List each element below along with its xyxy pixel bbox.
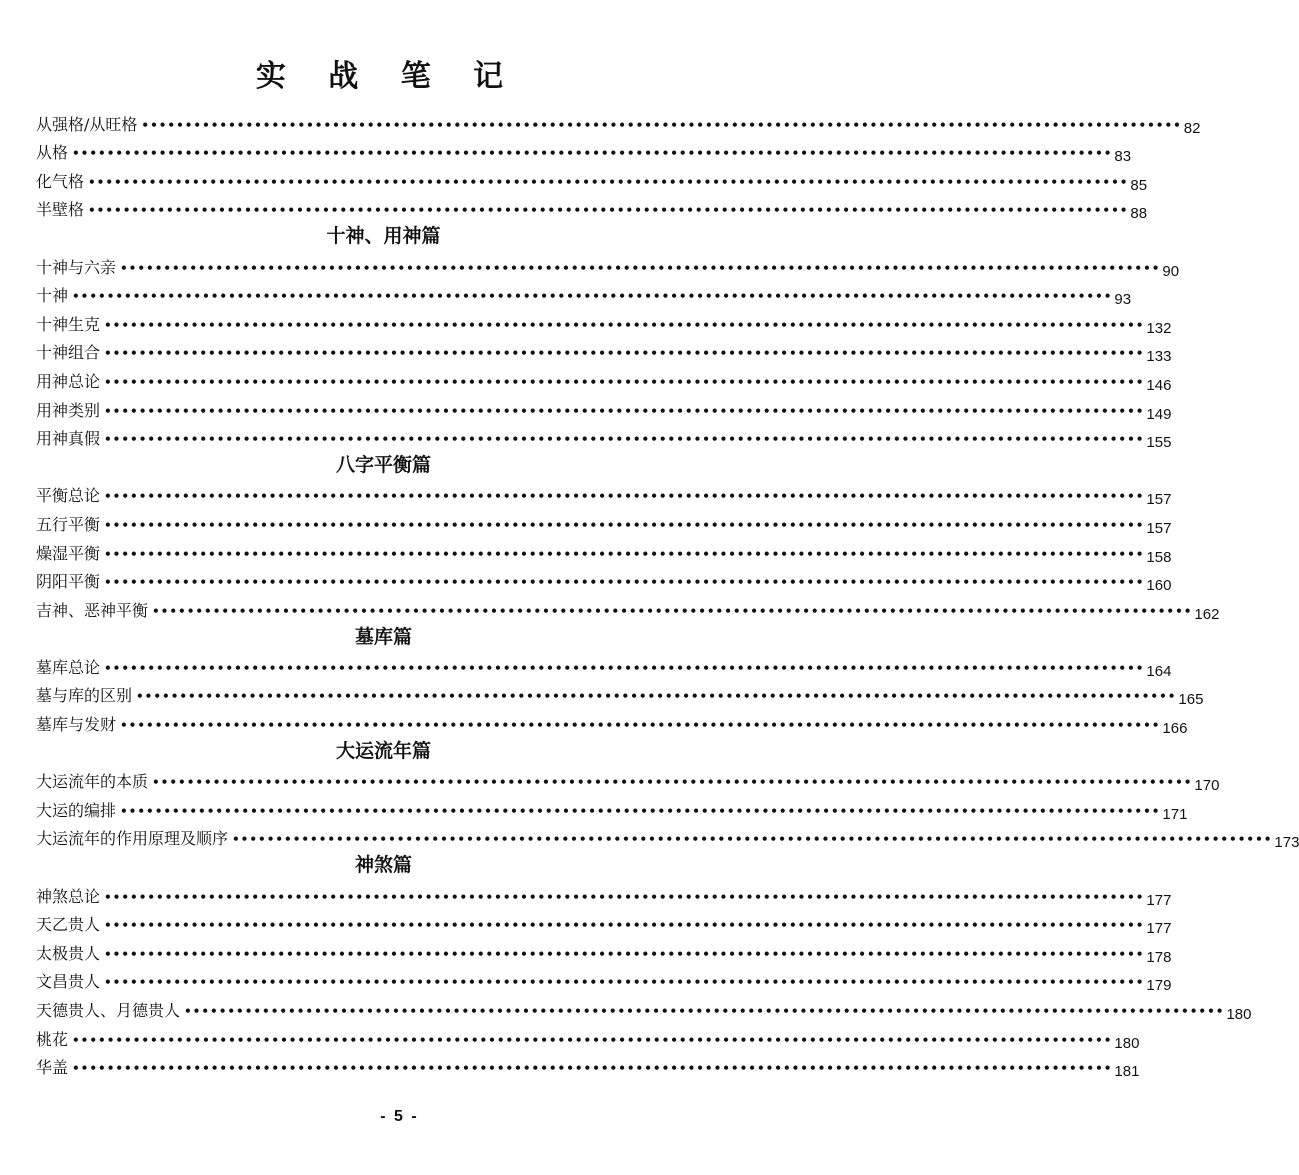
dot-leader: ••••••••••••••••••••••••••••••••••••••••••••••••••••••••••••••••••••••••••••••••••••••••••••••••••••••••••••••••••••••••	[152, 775, 1193, 790]
toc-entry-page-number: 146	[1146, 376, 1172, 394]
section-heading: 墓库篇	[354, 625, 412, 648]
toc-entry	[36, 363, 1172, 394]
toc-entry-page-number: 88	[1130, 205, 1148, 223]
toc-entry-page-number: 165	[1178, 691, 1204, 709]
toc-entry-page-number: 149	[1146, 405, 1172, 423]
toc-entry	[36, 249, 1180, 280]
dot-leader: ••••••••••••••••••••••••••••••••••••••••••••••••••••••••••••••••••••••••••••••••••••••••••••••••••••••••••••••••••••••••	[104, 889, 1145, 904]
toc-entry-page-number: 179	[1146, 977, 1172, 995]
toc-entry-label: 半壁格	[36, 200, 85, 220]
dot-leader: ••••••••••••••••••••••••••••••••••••••••••••••••••••••••••••••••••••••••••••••••••••••••••••••••••••••••••••••••••••••••	[120, 260, 1161, 275]
toc-entry-page-number: 173	[1274, 834, 1299, 852]
toc-entry-page-number: 133	[1146, 348, 1172, 366]
dot-leader: ••••••••••••••••••••••••••••••••••••••••••••••••••••••••••••••••••••••••••••••••••••••••••••••••••••••••••••••••••••••••	[72, 1061, 1113, 1076]
toc-entry-page-number: 93	[1114, 291, 1132, 309]
toc-entry-label: 用神总论	[36, 371, 101, 391]
toc-entry-label: 墓与库的区别	[36, 686, 133, 706]
toc-entry-label: 用神类别	[36, 400, 101, 420]
toc-entry	[36, 163, 1148, 194]
toc-entry	[36, 506, 1172, 537]
toc-entry-label: 大运的编排	[36, 800, 117, 820]
dot-leader: ••••••••••••••••••••••••••••••••••••••••••••••••••••••••••••••••••••••••••••••••••••••••••••••••••••••••••••••••••••••••	[104, 403, 1145, 418]
toc-entry	[36, 964, 1172, 995]
toc-list	[36, 106, 1299, 1081]
toc-entry	[36, 792, 1188, 823]
dot-leader: ••••••••••••••••••••••••••••••••••••••••••••••••••••••••••••••••••••••••••••••••••••••••••••••••••••••••••••••••••••••••	[104, 660, 1145, 675]
toc-entry-label: 化气格	[36, 171, 85, 191]
toc-entry	[36, 649, 1172, 680]
toc-entry-page-number: 82	[1183, 119, 1201, 137]
dot-leader: ••••••••••••••••••••••••••••••••••••••••••••••••••••••••••••••••••••••••••••••••••••••••••••••••••••••••••••••••••••••••	[232, 832, 1273, 847]
toc-entry-page-number: 158	[1146, 548, 1172, 566]
toc-entry	[36, 106, 1201, 137]
toc-entry-label: 十神与六亲	[36, 257, 117, 277]
toc-entry-page-number: 132	[1146, 319, 1172, 337]
table-of-contents	[36, 52, 1299, 1081]
toc-entry-label: 华盖	[36, 1058, 69, 1078]
toc-entry-label: 五行平衡	[36, 514, 101, 534]
toc-entry-page-number: 83	[1114, 148, 1132, 166]
toc-entry-label: 墓库总论	[36, 657, 101, 677]
toc-entry	[36, 878, 1172, 909]
toc-entry-page-number: 155	[1146, 434, 1172, 452]
section-heading: 大运流年篇	[335, 740, 431, 763]
toc-entry-page-number: 181	[1114, 1063, 1140, 1081]
dot-leader: ••••••••••••••••••••••••••••••••••••••••••••••••••••••••••••••••••••••••••••••••••••••••••••••••••••••••••••••••••••••••	[104, 346, 1145, 361]
toc-entry-label: 墓库与发财	[36, 715, 117, 735]
toc-entry-page-number: 170	[1194, 777, 1220, 795]
toc-entry	[36, 821, 1299, 852]
toc-entry	[36, 992, 1252, 1023]
toc-entry-label: 大运流年的作用原理及顺序	[36, 829, 229, 849]
toc-entry	[36, 392, 1172, 423]
toc-entry-page-number: 180	[1226, 1006, 1252, 1023]
dot-leader: ••••••••••••••••••••••••••••••••••••••••••••••••••••••••••••••••••••••••••••••••••••••••••••••••••••••••••••••••••••••••	[104, 489, 1145, 504]
dot-leader: ••••••••••••••••••••••••••••••••••••••••••••••••••••••••••••••••••••••••••••••••••••••••••••••••••••••••••••••••••••••••	[104, 546, 1145, 561]
dot-leader: ••••••••••••••••••••••••••••••••••••••••••••••••••••••••••••••••••••••••••••••••••••••••••••••••••••••••••••••••••••••••	[141, 117, 1182, 132]
toc-entry	[36, 421, 1172, 452]
toc-entry	[36, 764, 1220, 795]
dot-leader: ••••••••••••••••••••••••••••••••••••••••••••••••••••••••••••••••••••••••••••••••••••••••••••••••••••••••••••••••••••••••	[72, 1032, 1113, 1047]
toc-entry-page-number: 180	[1114, 1034, 1140, 1052]
toc-entry	[36, 192, 1148, 223]
toc-entry	[36, 535, 1172, 566]
toc-entry-page-number: 166	[1162, 720, 1188, 738]
toc-entry	[36, 278, 1132, 309]
dot-leader: ••••••••••••••••••••••••••••••••••••••••••••••••••••••••••••••••••••••••••••••••••••••••••••••••••••••••••••••••••••••••	[120, 718, 1161, 733]
toc-entry-label: 太极贵人	[36, 943, 101, 963]
toc-entry	[36, 564, 1172, 595]
dot-leader: ••••••••••••••••••••••••••••••••••••••••••••••••••••••••••••••••••••••••••••••••••••••••••••••••••••••••••••••••••••••••	[104, 374, 1145, 389]
toc-entry-page-number: 157	[1146, 519, 1172, 537]
toc-entry-label: 平衡总论	[36, 486, 101, 506]
page-title: 实 战 笔 记	[255, 59, 520, 94]
toc-entry-label: 吉神、恶神平衡	[36, 600, 149, 620]
toc-entry	[36, 678, 1204, 709]
dot-leader: ••••••••••••••••••••••••••••••••••••••••••••••••••••••••••••••••••••••••••••••••••••••••••••••••••••••••••••••••••••••••	[104, 975, 1145, 990]
toc-entry-page-number: 160	[1146, 577, 1172, 595]
dot-leader: ••••••••••••••••••••••••••••••••••••••••••••••••••••••••••••••••••••••••••••••••••••••••••••••••••••••••••••••••••••••••	[104, 517, 1145, 532]
toc-entry-label: 从格	[36, 143, 69, 163]
toc-entry-label: 天德贵人、月德贵人	[36, 1001, 181, 1020]
dot-leader: ••••••••••••••••••••••••••••••••••••••••••••••••••••••••••••••••••••••••••••••••••••••••••••••••••••••••••••••••••••••••	[72, 146, 1113, 161]
toc-entry-label: 从强格/从旺格	[36, 114, 138, 134]
toc-entry	[36, 706, 1188, 738]
toc-entry-label: 大运流年的本质	[36, 772, 149, 792]
toc-entry	[36, 335, 1172, 366]
toc-entry-page-number: 85	[1130, 176, 1148, 194]
toc-entry-page-number: 171	[1162, 805, 1188, 823]
toc-entry	[36, 306, 1172, 337]
toc-entry-page-number: 177	[1146, 920, 1172, 938]
toc-entry	[36, 935, 1172, 966]
toc-entry-label: 燥湿平衡	[36, 543, 101, 563]
toc-entry-label: 十神生克	[36, 314, 101, 334]
toc-entry-label: 文昌贵人	[36, 972, 101, 992]
toc-entry	[36, 592, 1220, 623]
toc-entry-label: 十神	[36, 286, 69, 306]
toc-entry	[36, 1021, 1140, 1052]
section-heading: 神煞篇	[354, 854, 412, 877]
toc-entry-label: 神煞总论	[36, 886, 101, 906]
toc-entry-label: 十神组合	[36, 343, 101, 363]
section-heading: 八字平衡篇	[335, 454, 431, 477]
dot-leader: ••••••••••••••••••••••••••••••••••••••••••••••••••••••••••••••••••••••••••••••••••••••••••••••••••••••••••••••••••••••••	[104, 946, 1145, 961]
toc-entry-label: 桃花	[36, 1029, 69, 1049]
dot-leader: ••••••••••••••••••••••••••••••••••••••••••••••••••••••••••••••••••••••••••••••••••••••••••••••••••••••••••••••••••••••••	[136, 689, 1177, 704]
toc-entry-label: 阴阳平衡	[36, 572, 101, 592]
toc-entry-page-number: 178	[1146, 948, 1172, 966]
dot-leader: ••••••••••••••••••••••••••••••••••••••••••••••••••••••••••••••••••••••••••••••••••••••••••••••••••••••••••••••••••••••••	[152, 603, 1193, 618]
toc-entry-page-number: 90	[1162, 262, 1180, 280]
section-heading: 十神、用神篇	[326, 225, 441, 248]
toc-entry-page-number: 157	[1146, 491, 1172, 509]
toc-entry-label: 天乙贵人	[36, 915, 101, 935]
dot-leader: ••••••••••••••••••••••••••••••••••••••••••••••••••••••••••••••••••••••••••••••••••••••••••••••••••••••••••••••••••••••••	[104, 432, 1145, 447]
dot-leader: ••••••••••••••••••••••••••••••••••••••••••••••••••••••••••••••••••••••••••••••••••••••••••••••••••••••••••••••••••••••••	[72, 289, 1113, 304]
toc-entry	[36, 478, 1172, 509]
dot-leader: ••••••••••••••••••••••••••••••••••••••••••••••••••••••••••••••••••••••••••••••••••••••••••••••••••••••••••••••••••••••••	[104, 575, 1145, 590]
dot-leader: ••••••••••••••••••••••••••••••••••••••••••••••••••••••••••••••••••••••••••••••••••••••••••••••••••••••••••••••••••••••••	[88, 203, 1129, 218]
page-number: - 5 -	[380, 1108, 419, 1125]
toc-entry-page-number: 162	[1194, 605, 1220, 623]
dot-leader: ••••••••••••••••••••••••••••••••••••••••••••••••••••••••••••••••••••••••••••••••••••••••••••••••••••••••••••••••••••••••	[104, 317, 1145, 332]
dot-leader: ••••••••••••••••••••••••••••••••••••••••••••••••••••••••••••••••••••••••••••••••••••••••••••••••••••••••••••••••••••••••	[120, 803, 1161, 818]
dot-leader: ••••••••••••••••••••••••••••••••••••••••••••••••••••••••••••••••••••••••••••••••••••••••••••••••••••••••••••••••••••••••	[104, 918, 1145, 933]
dot-leader: ••••••••••••••••••••••••••••••••••••••••••••••••••••••••••••••••••••••••••••••••••••••••••••••••••••••••••••••••••••••••	[88, 174, 1129, 189]
toc-entry	[36, 1050, 1140, 1081]
toc-entry-page-number: 164	[1146, 662, 1172, 680]
toc-entry-page-number: 177	[1146, 891, 1172, 909]
toc-entry-label: 用神真假	[36, 429, 101, 449]
dot-leader: ••••••••••••••••••••••••••••••••••••••••••••••••••••••••••••••••••••••••••••••••••••••••••••••••••••••••••••••••••••••••	[184, 1004, 1225, 1018]
toc-entry	[36, 907, 1172, 938]
toc-entry	[36, 135, 1132, 166]
